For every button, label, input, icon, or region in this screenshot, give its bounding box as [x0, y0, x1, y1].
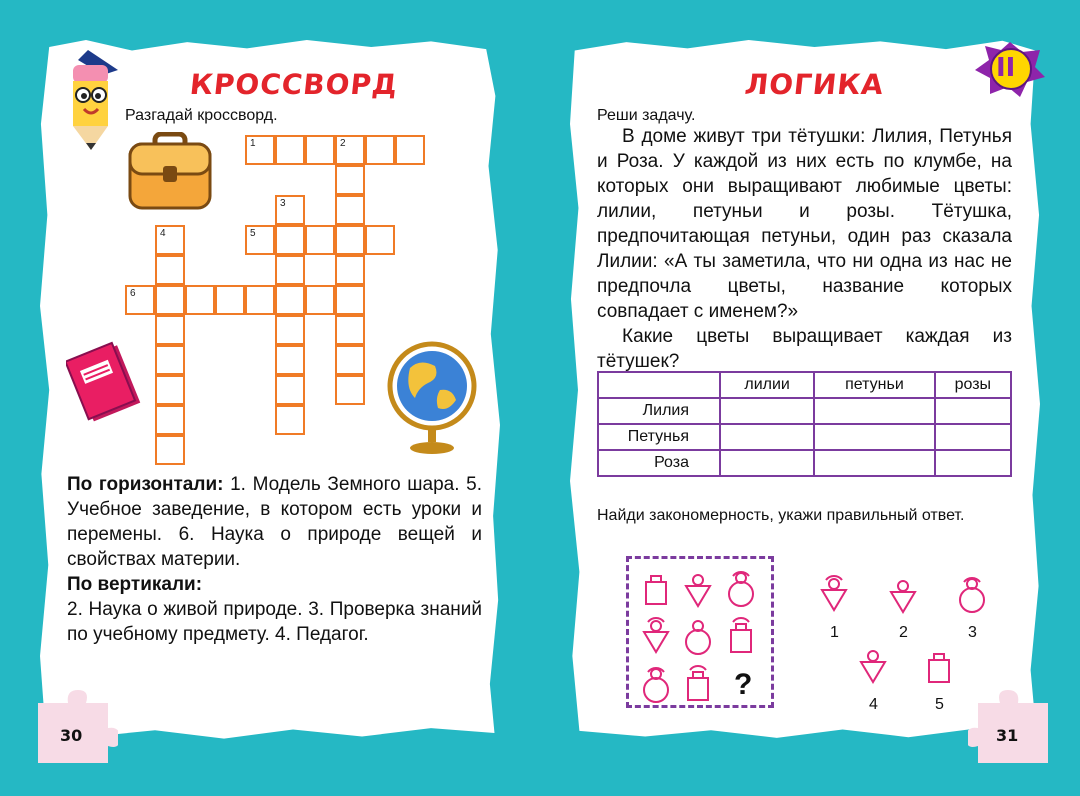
table-col-header: розы: [935, 372, 1011, 398]
option-4-shape: [861, 651, 885, 682]
crossword-clue-number: 2: [340, 138, 346, 149]
crossword-clue-number: 5: [250, 228, 256, 239]
shape-bag: [731, 618, 751, 652]
option-3-shape: [960, 578, 984, 612]
horizontal-heading: По горизонтали:: [67, 474, 224, 495]
crossword-clue-number: 6: [130, 288, 136, 299]
table-row-header: Лилия: [598, 398, 720, 424]
crossword-instruction: Разгадай кроссворд.: [125, 107, 278, 124]
table-col-header: петуньи: [814, 372, 934, 398]
logic-problem: В доме живут три тётушки: Лилия, Петунья и Роза. У каждой из них есть по клумбе, на которых они выращивают любимые цветы: лилии, петуньи и розы. Тётушка, предпочитающая петуньи, один раз сказала Лилии: «А ты заметила, что ни одна из нас не предпочла цветы, название которых совпадает с именем?»: [597, 126, 1012, 322]
vertical-text: 2. Наука о живой природе. 3. Проверка знаний по учебному предмету. 4. Педагог.: [67, 599, 482, 645]
right-page-number: 31: [996, 726, 1019, 745]
logic-instruction: Реши задачу.: [597, 107, 696, 124]
table-row-header: Роза: [598, 450, 720, 476]
shape-bag: [646, 576, 666, 604]
shape-triangle: [686, 575, 710, 606]
crossword-clue-number: 1: [250, 138, 256, 149]
shape-circle: [644, 668, 668, 702]
shape-triangle: [644, 618, 668, 652]
shape-bag: [688, 666, 708, 700]
table-col-header: лилии: [720, 372, 814, 398]
option-label-4[interactable]: 4: [869, 696, 878, 713]
shape-circle: [686, 621, 710, 654]
option-5-shape: [929, 654, 949, 682]
logic-question: Какие цветы выращивает каждая из тётушек?: [597, 326, 1012, 372]
crossword-clue-number: 3: [280, 198, 286, 209]
table-row-header: Петунья: [598, 424, 720, 450]
question-mark: ?: [734, 668, 753, 701]
option-label-3[interactable]: 3: [968, 624, 977, 641]
option-label-5[interactable]: 5: [935, 696, 944, 713]
logic-title: ЛОГИКА: [743, 68, 886, 101]
section-badge-label: II: [996, 53, 1016, 83]
option-2-shape: [891, 581, 915, 612]
option-label-2[interactable]: 2: [899, 624, 908, 641]
option-1-shape: [822, 576, 846, 610]
shape-circle: [729, 572, 753, 606]
option-label-1[interactable]: 1: [830, 624, 839, 641]
horizontal-text: 1. Модель Земного шара. 5. Учебное заведение, в котором есть уроки и перемены. 6. Наука о природе вещей и свойствах материи.: [67, 474, 482, 570]
pattern-task: Найди закономерность, укажи правильный ответ.: [597, 507, 965, 524]
vertical-heading: По вертикали:: [67, 574, 203, 595]
left-page-number: 30: [60, 726, 83, 745]
crossword-title: КРОССВОРД: [188, 68, 400, 101]
crossword-clue-number: 4: [160, 228, 166, 239]
